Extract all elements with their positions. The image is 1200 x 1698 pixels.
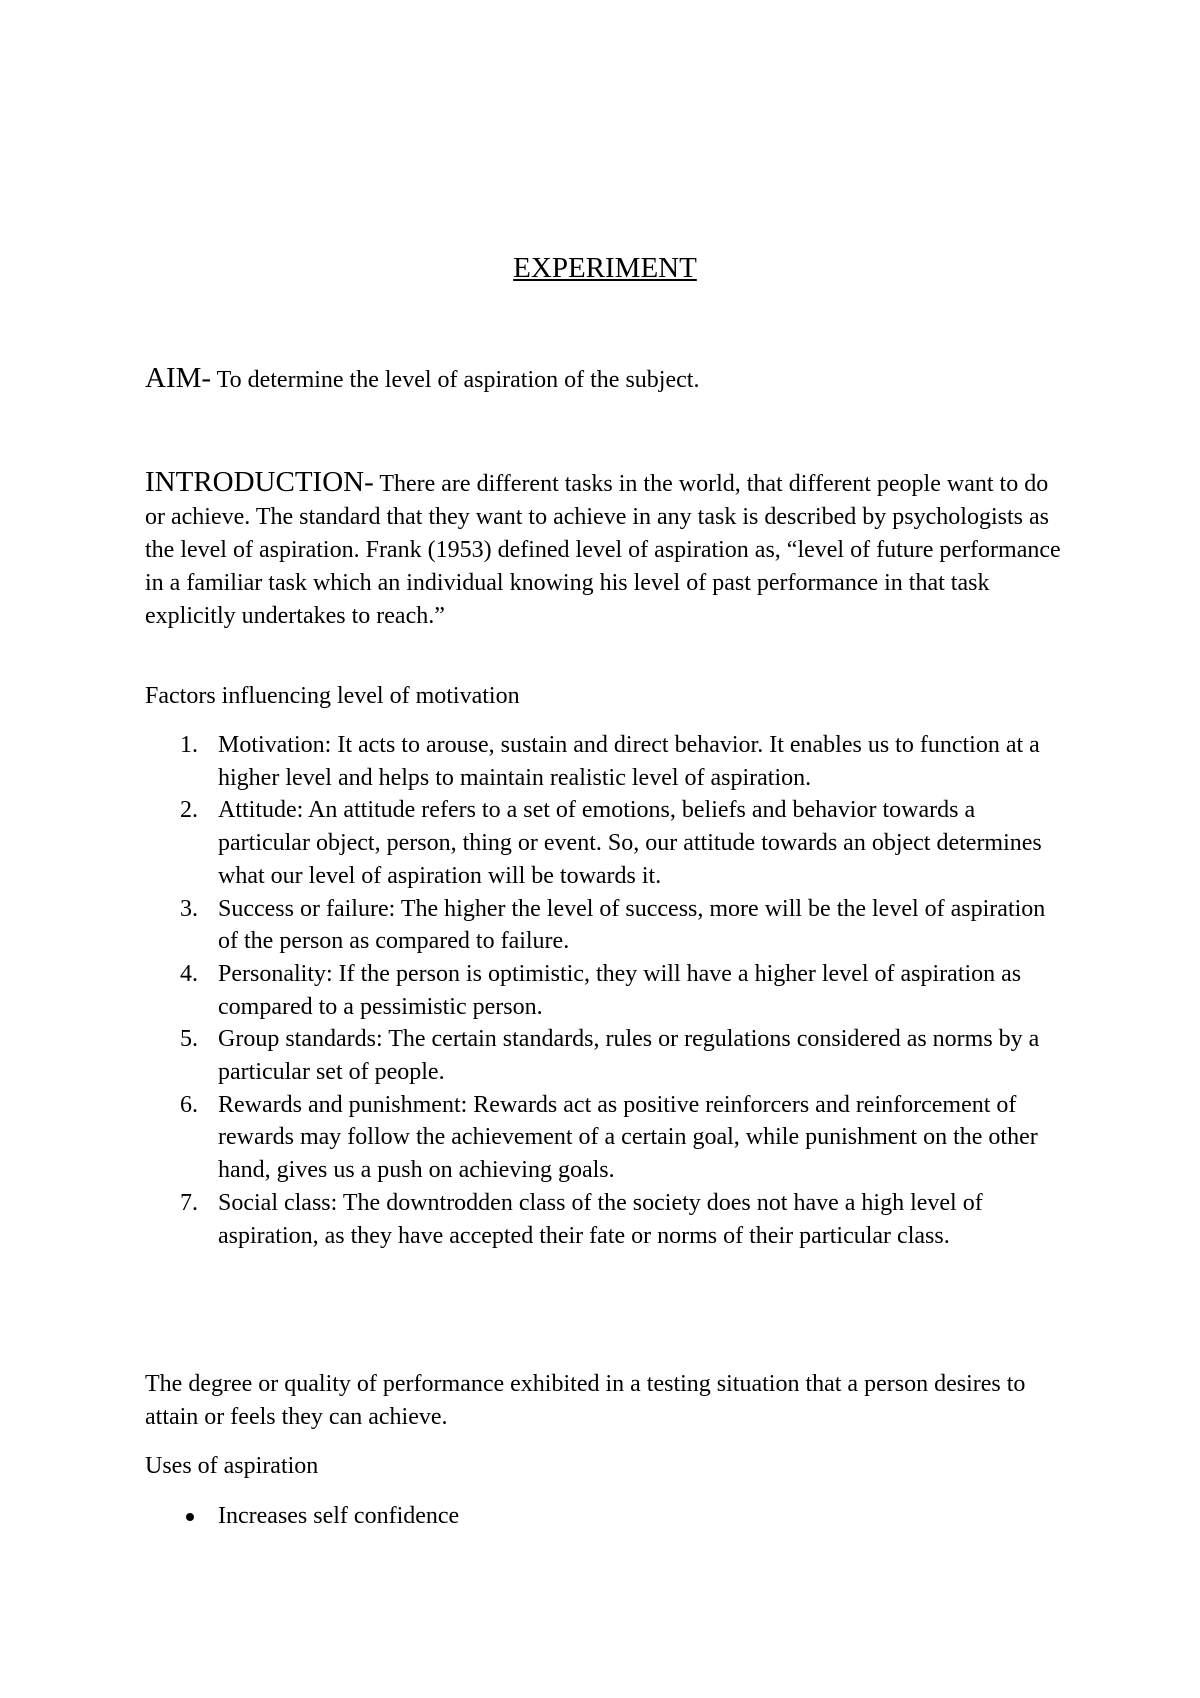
list-item — [145, 1023, 1065, 1088]
list-item-text: Rewards and punishment: Rewards act as positive reinforcers and reinforcement of rewards may follow the achievement of a certain goal, while punishment on the other hand, gives us a push on achieving goals. — [218, 1091, 1038, 1184]
list-item-text: Success or failure: The higher the level of success, more will be the level of aspiration of the person as compared to failure. — [218, 895, 1046, 955]
aim-section — [145, 360, 1065, 398]
factors-heading: Factors influencing level of motivation — [145, 683, 520, 709]
list-item-text: Attitude: An attitude refers to a set of emotions, beliefs and behavior towards a particular object, person, thing or event. So, our attitude towards an object determines what our level of aspiration will be towards it. — [218, 797, 1042, 889]
aim-text: To determine the level of aspiration of the subject. — [211, 367, 700, 393]
list-item — [145, 1187, 1065, 1252]
list-item — [145, 1500, 1065, 1533]
bullet-icon — [186, 1513, 194, 1521]
introduction-section — [145, 466, 1065, 633]
list-item-number: 4. — [180, 960, 198, 987]
list-item — [145, 958, 1065, 1023]
list-item-text: Increases self confidence — [218, 1503, 460, 1529]
list-item — [145, 729, 1065, 794]
introduction-label: INTRODUCTION- — [145, 466, 374, 498]
introduction-text: There are different tasks in the world, that different people want to do or achieve. The standard that they want to achieve in any task is described by psychologists as the level of aspiration. Frank (1953) defined level of aspiration as, “level of future performance in a familiar task which an individual knowing his level of past performance in that task explicitly undertakes to reach.” — [145, 471, 1061, 629]
factors-list — [145, 729, 1065, 1252]
page-title: EXPERIMENT — [513, 252, 697, 284]
list-item-number: 3. — [180, 895, 198, 922]
list-item-number: 5. — [180, 1026, 198, 1053]
list-item-number: 7. — [180, 1189, 198, 1216]
uses-heading: Uses of aspiration — [145, 1453, 319, 1479]
list-item-text: Motivation: It acts to arouse, sustain and direct behavior. It enables us to function at a higher level and helps to maintain realistic level of aspiration. — [218, 732, 1040, 791]
list-item-number: 6. — [180, 1091, 198, 1118]
list-item-number: 1. — [180, 732, 198, 758]
list-item-text: Group standards: The certain standards, rules or regulations considered as norms by a particular set of people. — [218, 1026, 1040, 1086]
uses-list — [145, 1500, 1065, 1533]
list-item — [145, 1089, 1065, 1187]
closing-paragraph: The degree or quality of performance exhibited in a testing situation that a person desires to attain or feels they can achieve. — [145, 1371, 1026, 1430]
aim-label: AIM- — [145, 362, 212, 394]
list-item — [145, 893, 1065, 958]
list-item-number: 2. — [180, 797, 198, 824]
list-item-text: Personality: If the person is optimistic, they will have a higher level of aspiration as compared to a pessimistic person. — [218, 960, 1022, 1020]
list-item — [145, 794, 1065, 892]
list-item-text: Social class: The downtrodden class of the society does not have a high level of aspiration, as they have accepted their fate or norms of their particular class. — [218, 1189, 983, 1249]
